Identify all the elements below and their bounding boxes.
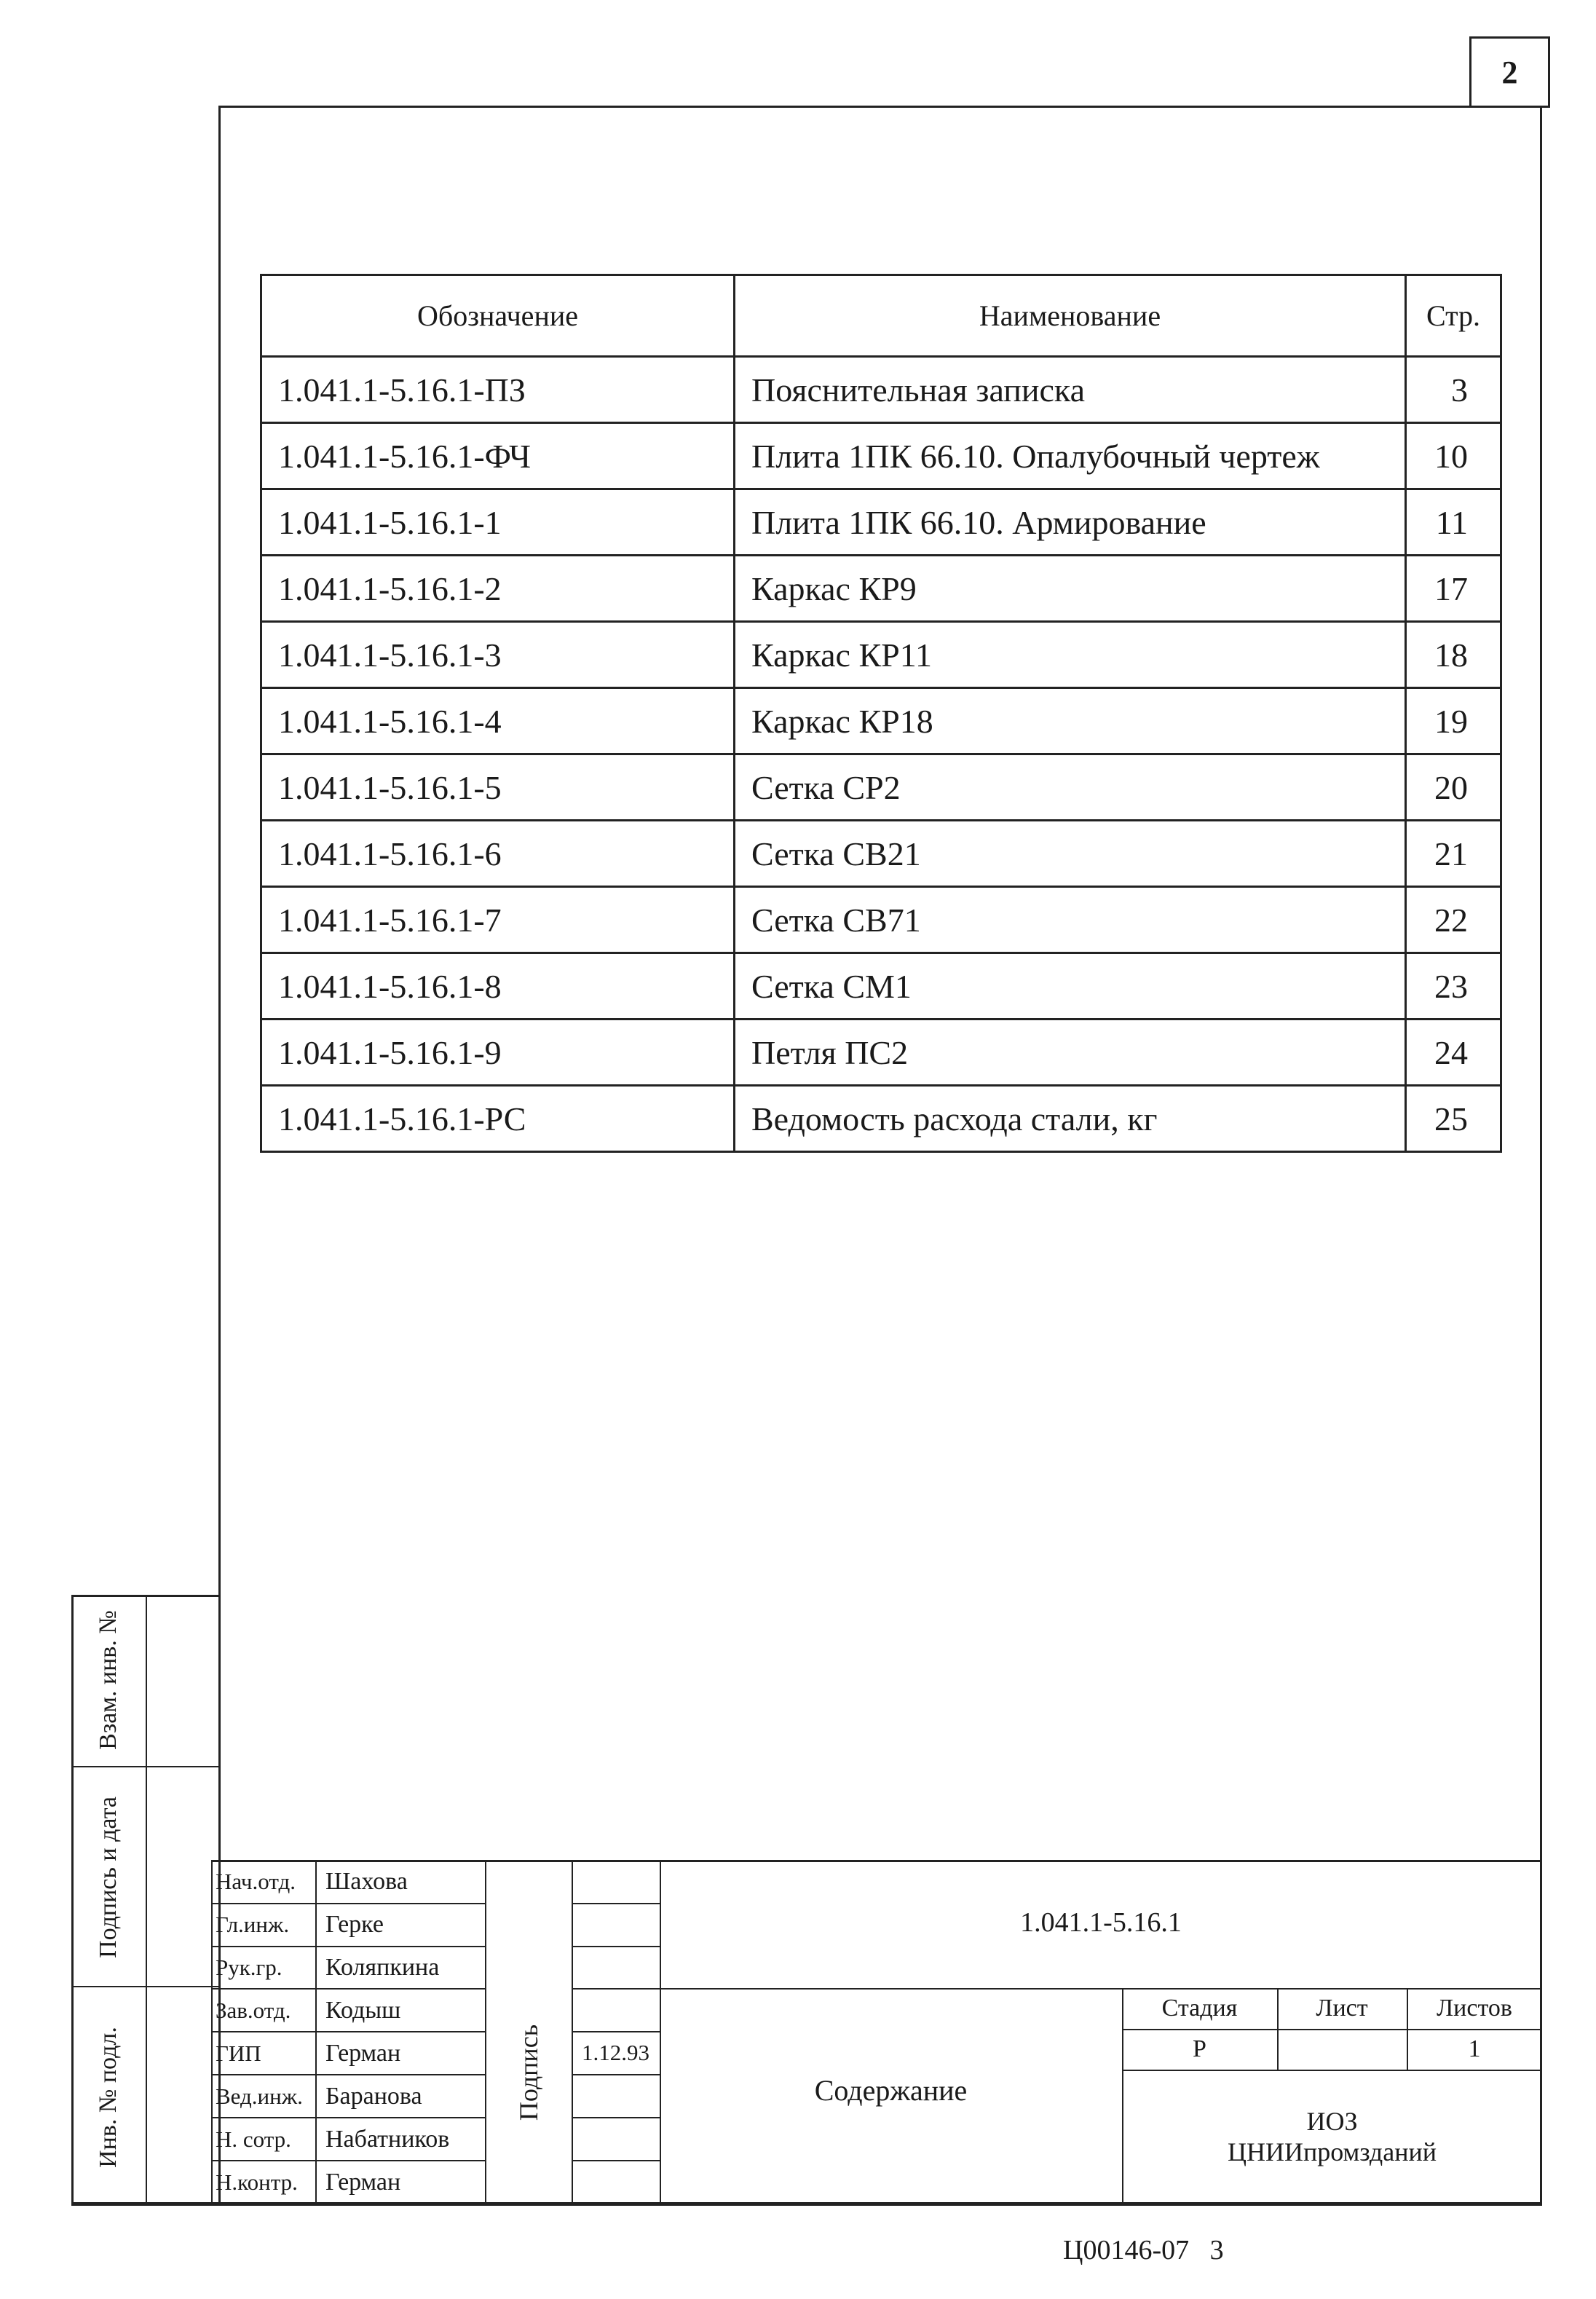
stamp-role: Вед.инж. xyxy=(216,2083,303,2109)
stamp-role: Зав.отд. xyxy=(216,1997,291,2023)
stamp-name: Кодыш xyxy=(325,1996,401,2024)
org-line-1: ИОЗ xyxy=(1306,2107,1358,2136)
row-name: Каркас КР9 xyxy=(735,556,1406,622)
contents-row xyxy=(261,754,1501,821)
sheet-value xyxy=(1277,2029,1407,2070)
contents-row xyxy=(261,1020,1501,1086)
stamp-role: Рук.гр. xyxy=(216,1954,283,1980)
approval-date: 1.12.93 xyxy=(582,2039,649,2065)
row-page: 3 xyxy=(1406,357,1501,423)
row-page: 22 xyxy=(1406,887,1501,953)
sheet-number-box xyxy=(1469,36,1550,108)
row-page: 10 xyxy=(1406,423,1501,489)
row-name: Ведомость расхода стали, кг xyxy=(735,1086,1406,1152)
contents-row xyxy=(261,357,1501,423)
row-name: Каркас КР18 xyxy=(735,688,1406,754)
footer-code: Ц00146-07 3 xyxy=(1063,2235,1224,2266)
signature-label: Подпись xyxy=(514,2024,543,2121)
stage-label: Стадия xyxy=(1161,1995,1238,2022)
stamp-name: Баранова xyxy=(325,2082,422,2110)
stamp-name: Набатников xyxy=(325,2125,450,2153)
row-designation: 1.041.1-5.16.1-6 xyxy=(261,821,735,887)
stamp-role: Н.контр. xyxy=(216,2169,298,2195)
stamp-role: Н. сотр. xyxy=(216,2126,291,2152)
stamp-name: Герман xyxy=(325,2168,401,2196)
row-page: 21 xyxy=(1406,821,1501,887)
contents-row xyxy=(261,821,1501,887)
stamp-role: Гл.инж. xyxy=(216,1911,290,1937)
stage-value: Р xyxy=(1193,2035,1206,2062)
stamp-name: Герке xyxy=(325,1910,384,1938)
contents-table xyxy=(260,274,1502,1153)
contents-row xyxy=(261,688,1501,754)
row-page: 23 xyxy=(1406,953,1501,1020)
org-line-2: ЦНИИпромзданий xyxy=(1227,2137,1437,2166)
row-designation: 1.041.1-5.16.1-ФЧ xyxy=(261,423,735,489)
contents-row xyxy=(261,489,1501,556)
row-designation: 1.041.1-5.16.1-1 xyxy=(261,489,735,556)
side-label-podpis-data: Подпись и дата xyxy=(95,1797,122,1958)
sheet-label: Лист xyxy=(1316,1995,1368,2022)
row-designation: 1.041.1-5.16.1-8 xyxy=(261,953,735,1020)
contents-row xyxy=(261,423,1501,489)
row-designation: 1.041.1-5.16.1-РС xyxy=(261,1086,735,1152)
row-designation: 1.041.1-5.16.1-3 xyxy=(261,622,735,688)
contents-row xyxy=(261,622,1501,688)
sheet-number: 2 xyxy=(1501,54,1518,90)
row-page: 20 xyxy=(1406,754,1501,821)
side-label-inv-podl: Инв. № подл. xyxy=(95,2027,122,2168)
document-title: Содержание xyxy=(814,2073,968,2107)
row-name: Сетка СР2 xyxy=(735,754,1406,821)
header-designation: Обозначение xyxy=(261,275,735,357)
row-name: Пояснительная записка xyxy=(735,357,1406,423)
row-name: Каркас КР11 xyxy=(735,622,1406,688)
row-name: Сетка СВ21 xyxy=(735,821,1406,887)
stamp-name: Коляпкина xyxy=(325,1953,440,1981)
row-page: 19 xyxy=(1406,688,1501,754)
contents-row xyxy=(261,1086,1501,1152)
stamp-role: Нач.отд. xyxy=(216,1868,296,1894)
row-page: 17 xyxy=(1406,556,1501,622)
row-designation: 1.041.1-5.16.1-9 xyxy=(261,1020,735,1086)
row-name: Сетка СМ1 xyxy=(735,953,1406,1020)
contents-row xyxy=(261,953,1501,1020)
document-code: 1.041.1-5.16.1 xyxy=(1020,1907,1182,1938)
row-name: Плита 1ПК 66.10. Опалубочный чертеж xyxy=(735,423,1406,489)
row-designation: 1.041.1-5.16.1-7 xyxy=(261,887,735,953)
row-page: 11 xyxy=(1406,489,1501,556)
contents-row xyxy=(261,556,1501,622)
row-name: Плита 1ПК 66.10. Армирование xyxy=(735,489,1406,556)
contents-header-row xyxy=(261,275,1501,357)
stamp-role: ГИП xyxy=(216,2040,261,2066)
row-page: 18 xyxy=(1406,622,1501,688)
contents-row xyxy=(261,887,1501,953)
row-designation: 1.041.1-5.16.1-5 xyxy=(261,754,735,821)
side-label-vzam-inv: Взам. инв. № xyxy=(95,1610,122,1750)
stamp-name: Герман xyxy=(325,2039,401,2067)
row-designation: 1.041.1-5.16.1-ПЗ xyxy=(261,357,735,423)
sheets-label: Листов xyxy=(1437,1995,1512,2022)
header-page: Стр. xyxy=(1406,275,1501,357)
row-designation: 1.041.1-5.16.1-2 xyxy=(261,556,735,622)
stamp-name: Шахова xyxy=(325,1867,408,1895)
row-page: 25 xyxy=(1406,1086,1501,1152)
header-name: Наименование xyxy=(735,275,1406,357)
sheets-value: 1 xyxy=(1468,2035,1481,2062)
row-name: Петля ПС2 xyxy=(735,1020,1406,1086)
row-name: Сетка СВ71 xyxy=(735,887,1406,953)
row-designation: 1.041.1-5.16.1-4 xyxy=(261,688,735,754)
row-page: 24 xyxy=(1406,1020,1501,1086)
